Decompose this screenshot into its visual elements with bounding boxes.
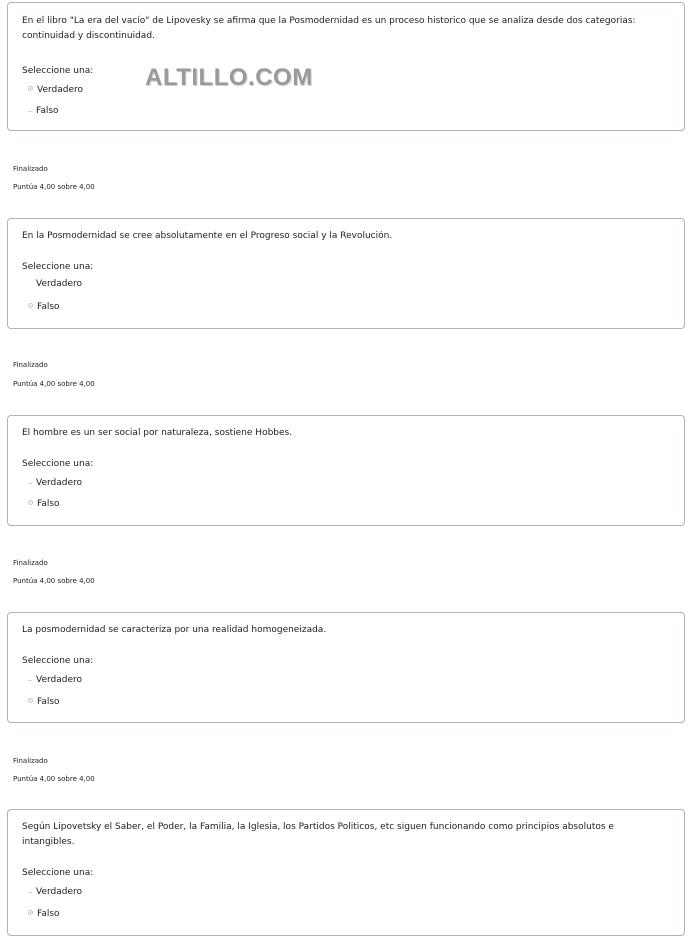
option-true[interactable]: [28, 83, 83, 97]
question-text: La posmodernidad se caracteriza por una realidad homogeneizada.: [22, 625, 327, 635]
question-score: Puntúa 4,00 sobre 4,00: [13, 183, 95, 191]
option-false[interactable]: [28, 497, 60, 511]
question-score: Puntúa 4,00 sobre 4,00: [13, 775, 95, 783]
option-label: Verdadero: [37, 85, 84, 95]
question-score: Puntúa 4,00 sobre 4,00: [13, 380, 95, 388]
radio-selected-icon[interactable]: [28, 910, 33, 915]
radio-empty-icon[interactable]: [28, 282, 32, 285]
select-prompt: Seleccione una:: [22, 656, 94, 666]
option-true[interactable]: [28, 673, 82, 687]
option-true[interactable]: [28, 277, 82, 291]
option-true[interactable]: [28, 885, 82, 899]
select-prompt: Seleccione una:: [22, 66, 94, 76]
option-false[interactable]: [28, 695, 60, 709]
option-label: Verdadero: [36, 675, 83, 685]
question-text: En la Posmodernidad se cree absolutamente en el Progreso social y la Revolución.: [22, 231, 393, 241]
option-label: Verdadero: [36, 478, 83, 488]
radio-selected-icon[interactable]: [28, 303, 33, 308]
question-card-1: [7, 2, 685, 131]
question-status: Finalizado: [13, 757, 48, 765]
question-text: Según Lipovetsky el Saber, el Poder, la Familia, la Iglesia, los Partidos Politicos, etc siguen funcionando como principios absolutos e intangibles.: [22, 822, 614, 847]
option-false[interactable]: [28, 907, 60, 921]
option-label: Falso: [36, 106, 59, 116]
select-prompt: Seleccione una:: [22, 459, 94, 469]
option-label: Verdadero: [36, 279, 83, 289]
question-card-5: [7, 809, 685, 936]
option-label: Falso: [37, 302, 60, 312]
option-false[interactable]: [28, 104, 59, 118]
question-status: Finalizado: [13, 361, 48, 369]
question-score: Puntúa 4,00 sobre 4,00: [13, 577, 95, 585]
radio-empty-icon[interactable]: [28, 890, 32, 893]
option-label: Falso: [37, 499, 60, 509]
question-card-4: [7, 612, 685, 723]
option-label: Verdadero: [36, 887, 83, 897]
option-true[interactable]: [28, 476, 82, 490]
option-label: Falso: [37, 909, 60, 919]
option-false[interactable]: [28, 300, 60, 314]
question-status: Finalizado: [13, 559, 48, 567]
watermark: ALTILLO.COM: [145, 64, 313, 91]
question-status: Finalizado: [13, 165, 48, 173]
select-prompt: Seleccione una:: [22, 262, 94, 272]
radio-selected-icon[interactable]: [28, 86, 33, 91]
radio-selected-icon[interactable]: [28, 500, 33, 505]
radio-selected-icon[interactable]: [28, 698, 33, 703]
question-card-2: [7, 218, 685, 329]
select-prompt: Seleccione una:: [22, 868, 94, 878]
question-text: El hombre es un ser social por naturaleza, sostiene Hobbes.: [22, 428, 293, 438]
question-text: En el libro "La era del vacío" de Lipovesky se afirma que la Posmodernidad es un proceso historico que se analiza desde dos categorias: continuidad y discontinuidad.: [22, 16, 636, 41]
question-card-3: [7, 415, 685, 526]
radio-empty-icon[interactable]: [28, 678, 32, 681]
option-label: Falso: [37, 697, 60, 707]
radio-empty-icon[interactable]: [28, 481, 32, 484]
radio-empty-icon[interactable]: [28, 109, 32, 112]
